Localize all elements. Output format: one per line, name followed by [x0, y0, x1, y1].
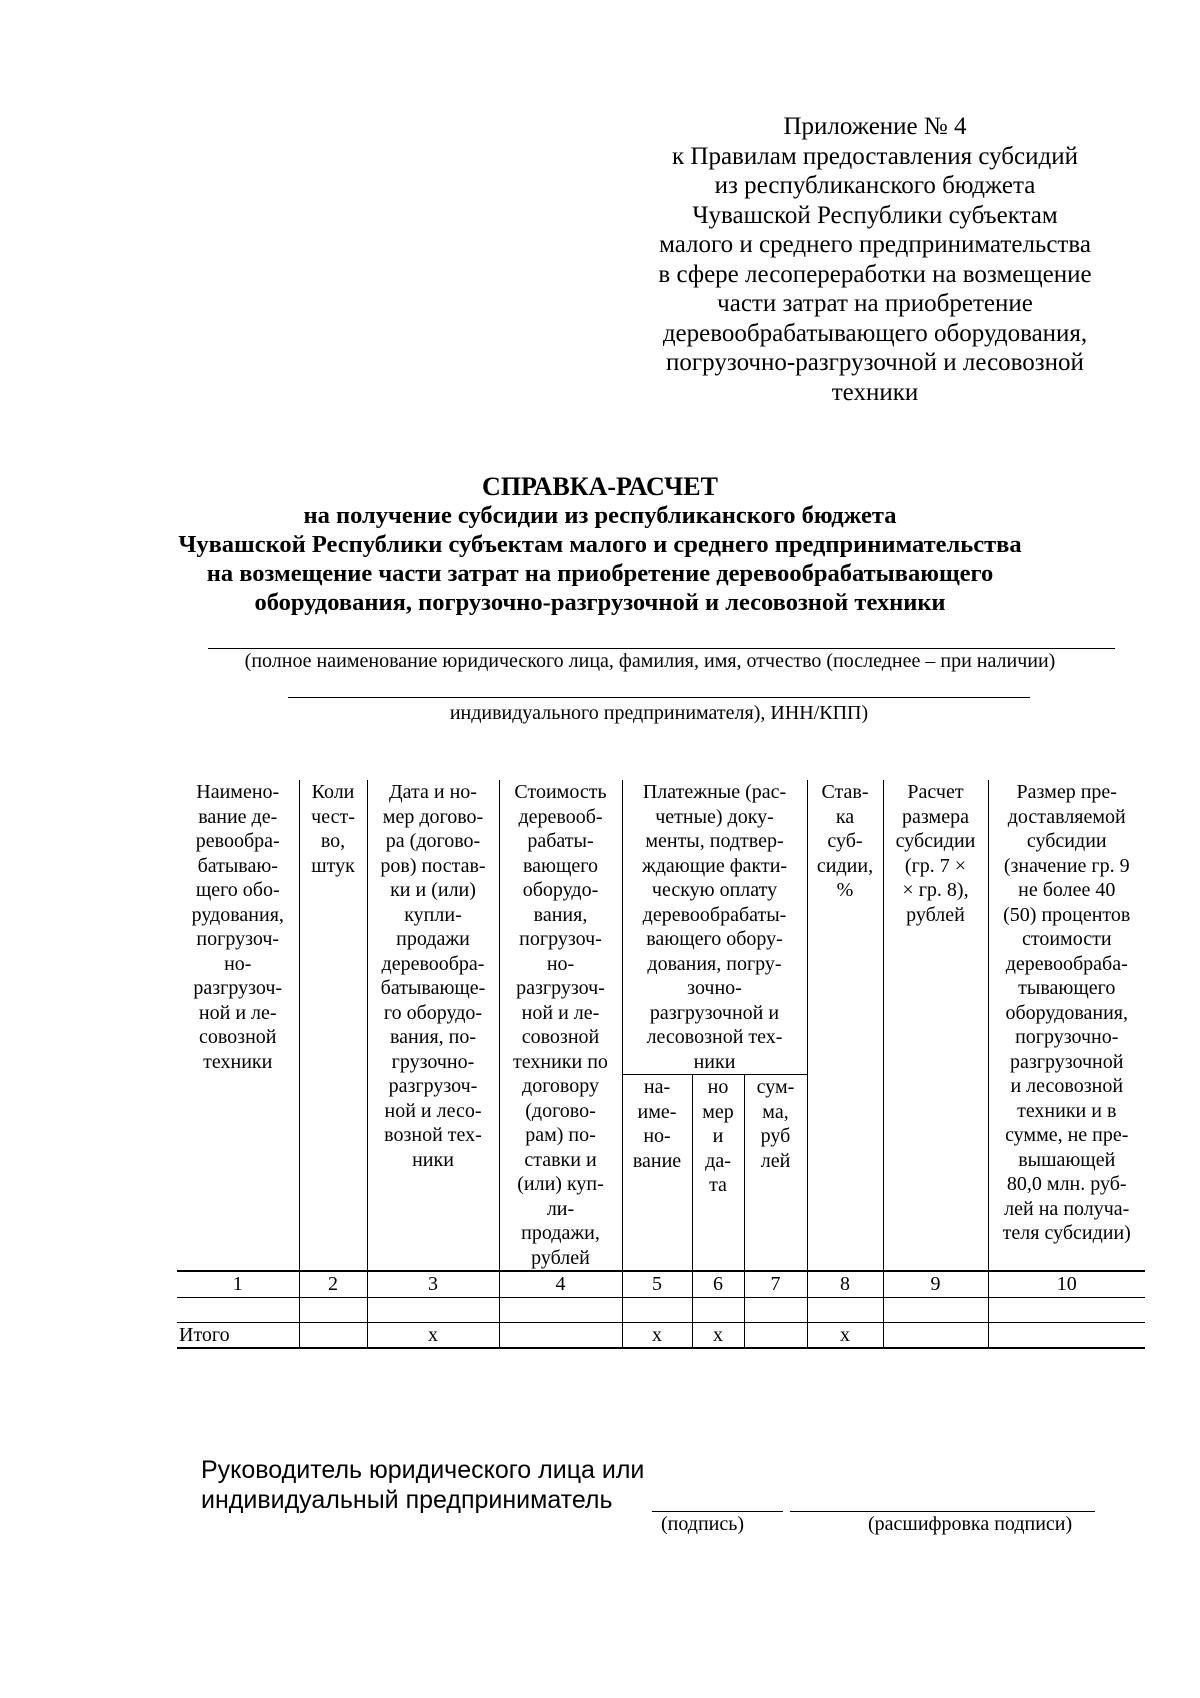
signatory-label [201, 1455, 644, 1515]
header-col-2: Коли чест- во, штук [299, 780, 367, 1271]
column-number: 4 [499, 1271, 622, 1297]
data-cell[interactable] [299, 1297, 367, 1322]
appendix-line: к Правилам предоставления субсидий [672, 142, 1078, 170]
appendix-line: погрузочно-разгрузочной и лесовозной [666, 349, 1084, 376]
data-cell[interactable] [367, 1297, 499, 1322]
data-cell[interactable] [499, 1297, 622, 1322]
header-payment-group: Платежные (рас- четные) доку- менты, подтвер- ждающие факти- ческую оплату деревообрабаты- вающего обору- дования, погру- зочно- разгрузочной и лесовозной тех- ники [622, 780, 807, 1075]
column-number: 3 [367, 1271, 499, 1297]
header-col-7: сум- ма, руб лей [744, 1075, 807, 1272]
data-cell[interactable] [988, 1297, 1145, 1322]
signatory-line: Руководитель юридического лица или [201, 1456, 645, 1484]
total-cell[interactable] [299, 1322, 367, 1348]
header-col-6: но мер и да- та [692, 1075, 744, 1272]
appendix-line: Приложение № 4 [783, 113, 967, 140]
column-number: 7 [744, 1271, 807, 1297]
signature-line[interactable] [652, 1511, 783, 1512]
name-fill-line-1[interactable] [208, 648, 1115, 649]
signature-decode-line[interactable] [790, 1511, 1095, 1512]
total-cell[interactable] [883, 1322, 988, 1348]
name-caption-1: (полное наименование юридического лица, фамилия, имя, отчество (последнее – при наличии) [244, 650, 1056, 672]
name-fill-line-2[interactable] [288, 697, 1030, 698]
header-col-9: Расчет размера субсидии (гр. 7 × × гр. 8), рублей [883, 780, 988, 1271]
column-numbers-row [177, 1271, 1145, 1297]
total-cell[interactable] [499, 1322, 622, 1348]
signature-decode-caption: (расшифровка подписи) [868, 1513, 1073, 1535]
appendix-line: малого и среднего предпринимательства [659, 231, 1091, 258]
column-number: 6 [692, 1271, 744, 1297]
total-cell[interactable] [988, 1322, 1145, 1348]
appendix-line: техники [831, 378, 919, 406]
appendix-line: из республиканского бюджета [714, 172, 1036, 199]
total-cell[interactable] [744, 1322, 807, 1348]
header-col-10: Размер пре- доставляемой субсидии (значение гр. 9 не более 40 (50) процентов стоимости деревообраба- тывающего оборудования, погрузочно- разгрузочной и лесовозной техники и в сумме, не пре- вышающей 80,0 млн. руб- лей на получа- теля субсидии) [988, 780, 1145, 1271]
name-caption-2: индивидуального предпринимателя), ИНН/КПП) [449, 702, 869, 724]
data-row [177, 1297, 1145, 1322]
document-title-line: оборудования, погрузочно-разгрузочной и лесовозной техники [254, 589, 946, 616]
header-col-3: Дата и но- мер догово- ра (догово- ров) постав- ки и (или) купли- продажи деревообра- батывающе- го оборудо- вания, по- грузочно- разгрузоч- ной и лесо- возной тех- ники [367, 780, 499, 1271]
data-cell[interactable] [744, 1297, 807, 1322]
document-title-line: Чувашской Республики субъектам малого и среднего предпринимательства [178, 531, 1022, 558]
column-number: 1 [177, 1271, 299, 1297]
appendix-line: деревообрабатывающего оборудования, [662, 319, 1088, 347]
appendix-line: части затрат на приобретение [717, 290, 1033, 317]
appendix-header [640, 112, 1110, 407]
total-cell: x [692, 1322, 744, 1348]
data-cell[interactable] [177, 1297, 299, 1322]
data-cell[interactable] [807, 1297, 883, 1322]
total-cell: x [807, 1322, 883, 1348]
total-row [177, 1322, 1145, 1348]
signatory-line: индивидуальный предприниматель [201, 1486, 613, 1514]
data-cell[interactable] [692, 1297, 744, 1322]
header-col-5: на- име- но- вание [622, 1075, 692, 1272]
column-number: 5 [622, 1271, 692, 1297]
appendix-line: в сфере лесопереработки на возмещение [658, 260, 1092, 288]
column-number: 8 [807, 1271, 883, 1297]
signature-caption: (подпись) [661, 1513, 745, 1535]
total-label: Итого [177, 1322, 299, 1348]
total-cell: x [367, 1322, 499, 1348]
column-number: 2 [299, 1271, 367, 1297]
document-title-line: на получение субсидии из республиканского бюджета [303, 502, 897, 529]
column-number: 9 [883, 1271, 988, 1297]
document-title [130, 472, 1070, 617]
data-cell[interactable] [883, 1297, 988, 1322]
header-col-4: Стоимость деревооб- рабаты- вающего оборудо- вания, погрузоч- но- разгрузоч- ной и ле- совозной техники по договору (догово- рам) по- ставки и (или) куп- ли- продажи, рублей [499, 780, 622, 1271]
subsidy-calculation-table [177, 780, 1145, 1349]
column-number: 10 [988, 1271, 1145, 1297]
appendix-line: Чувашской Республики субъектам [692, 201, 1058, 229]
document-title-main: СПРАВКА-РАСЧЕТ [482, 472, 718, 501]
data-cell[interactable] [622, 1297, 692, 1322]
header-col-8: Став- ка суб- сидии, % [807, 780, 883, 1271]
total-cell: x [622, 1322, 692, 1348]
header-col-1: Наимено- вание де- ревообра- батываю- щего обо- рудования, погрузоч- но- разгрузоч- ной и ле- совозной техники [177, 780, 299, 1271]
document-title-line: на возмещение части затрат на приобретение деревообрабатывающего [206, 560, 994, 587]
